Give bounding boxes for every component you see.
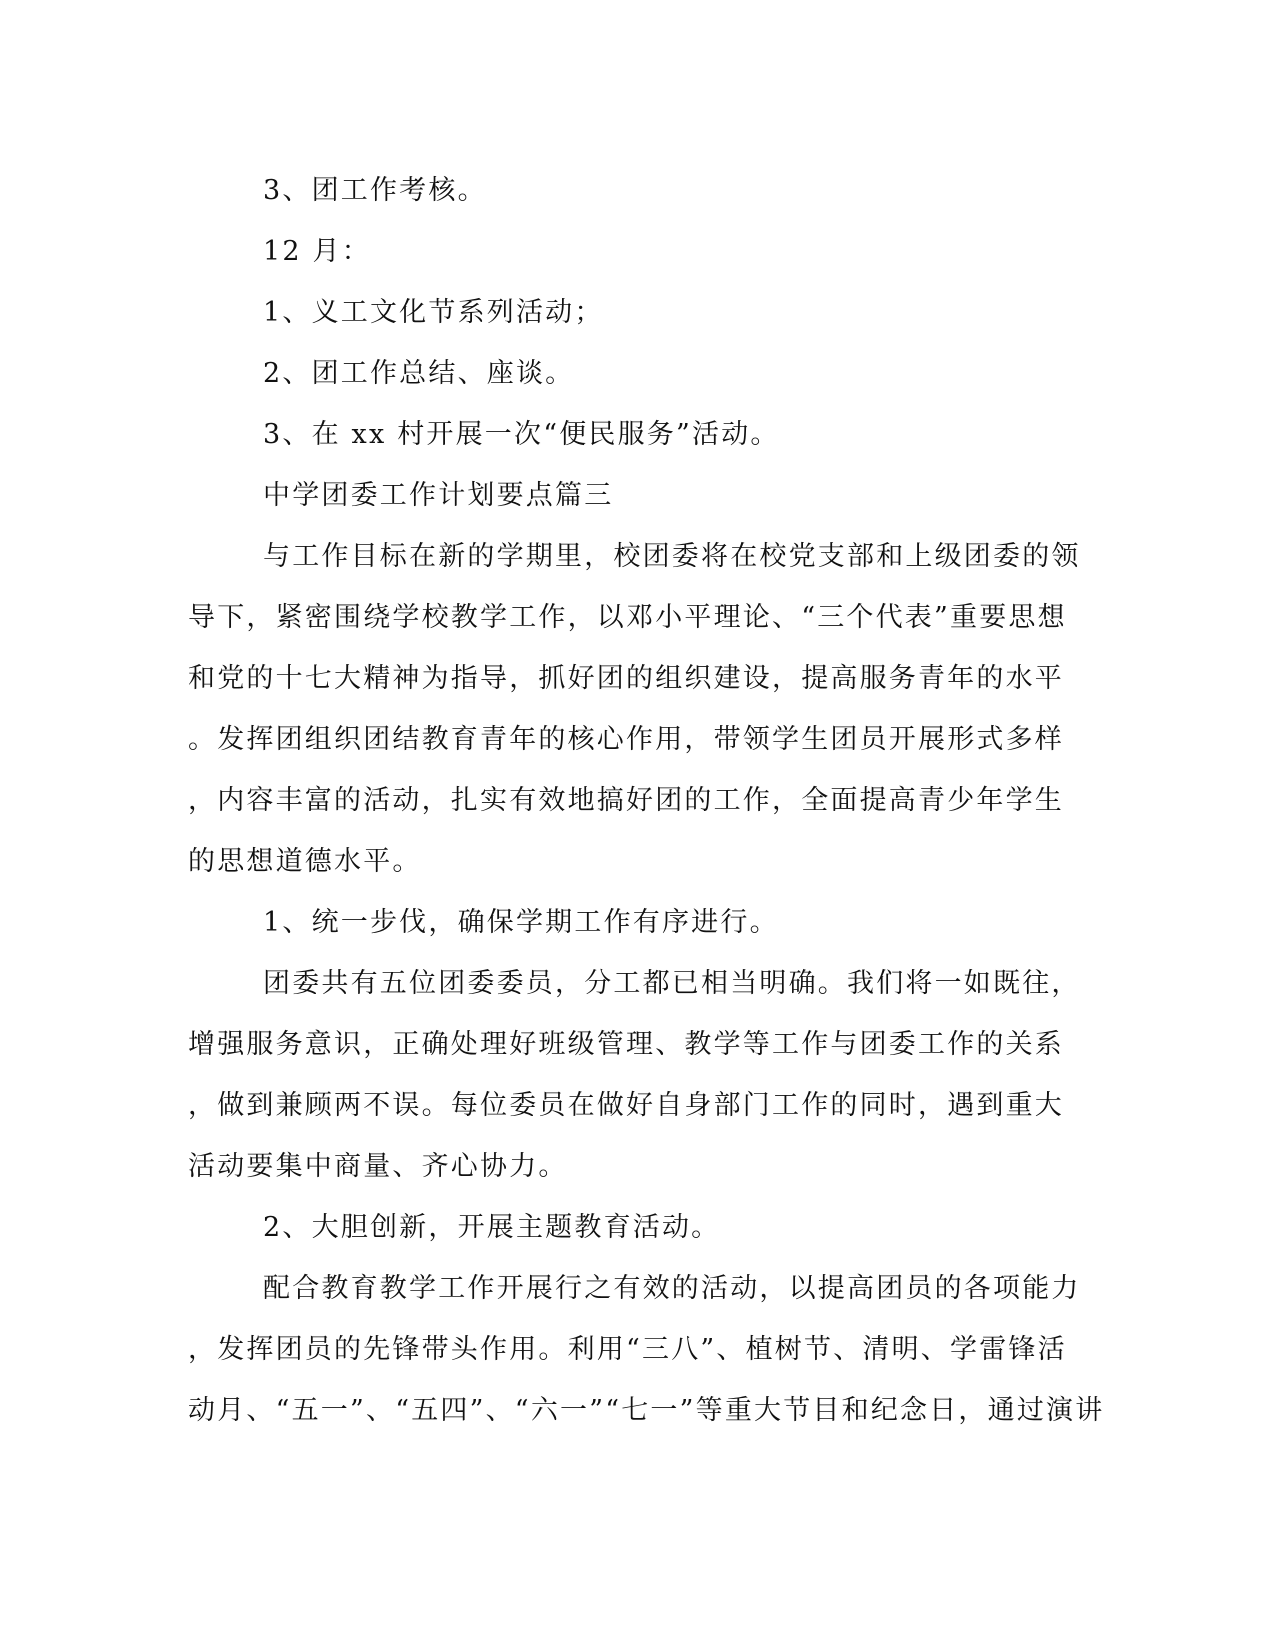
subsection-heading: 2、大胆创新，开展主题教育活动。 xyxy=(263,1212,721,1243)
paragraph-line: 增强服务意识，正确处理好班级管理、教学等工作与团委工作的关系 xyxy=(188,1029,1064,1060)
paragraph-line: 导下，紧密围绕学校教学工作，以邓小平理论、“三个代表”重要思想 xyxy=(188,602,1067,633)
paragraph-line: 配合教育教学工作开展行之有效的活动，以提高团员的各项能力 xyxy=(263,1273,1081,1304)
paragraph-line: 与工作目标在新的学期里，校团委将在校党支部和上级团委的领 xyxy=(263,541,1081,572)
section-title: 中学团委工作计划要点篇三 xyxy=(263,480,614,511)
document-body xyxy=(188,160,1105,1441)
paragraph-line: ，做到兼顾两不误。每位委员在做好自身部门工作的同时，遇到重大 xyxy=(188,1090,1064,1121)
paragraph-line: ，内容丰富的活动，扎实有效地搞好团的工作，全面提高青少年学生 xyxy=(188,785,1064,816)
list-item: 3、团工作考核。 xyxy=(263,175,487,206)
subsection-heading: 1、统一步伐，确保学期工作有序进行。 xyxy=(263,907,779,938)
paragraph-line: 的思想道德水平。 xyxy=(188,846,422,877)
month-heading: 12 月： xyxy=(263,236,371,267)
paragraph-line: 活动要集中商量、齐心协力。 xyxy=(188,1151,568,1182)
paragraph-line: ，发挥团员的先锋带头作用。利用“三八”、植树节、清明、学雷锋活 xyxy=(188,1334,1067,1365)
paragraph-line: 和党的十七大精神为指导，抓好团的组织建设，提高服务青年的水平 xyxy=(188,663,1064,694)
paragraph-line: 。发挥团组织团结教育青年的核心作用，带领学生团员开展形式多样 xyxy=(188,724,1064,755)
paragraph-line: 团委共有五位团委委员，分工都已相当明确。我们将一如既往， xyxy=(263,968,1081,999)
paragraph-line: 动月、“五一”、“五四”、“六一”“七一”等重大节目和纪念日，通过演讲 xyxy=(188,1395,1105,1426)
list-item: 2、团工作总结、座谈。 xyxy=(263,358,575,389)
list-item: 1、义工文化节系列活动； xyxy=(263,297,604,328)
list-item: 3、在 xx 村开展一次“便民服务”活动。 xyxy=(263,419,780,450)
